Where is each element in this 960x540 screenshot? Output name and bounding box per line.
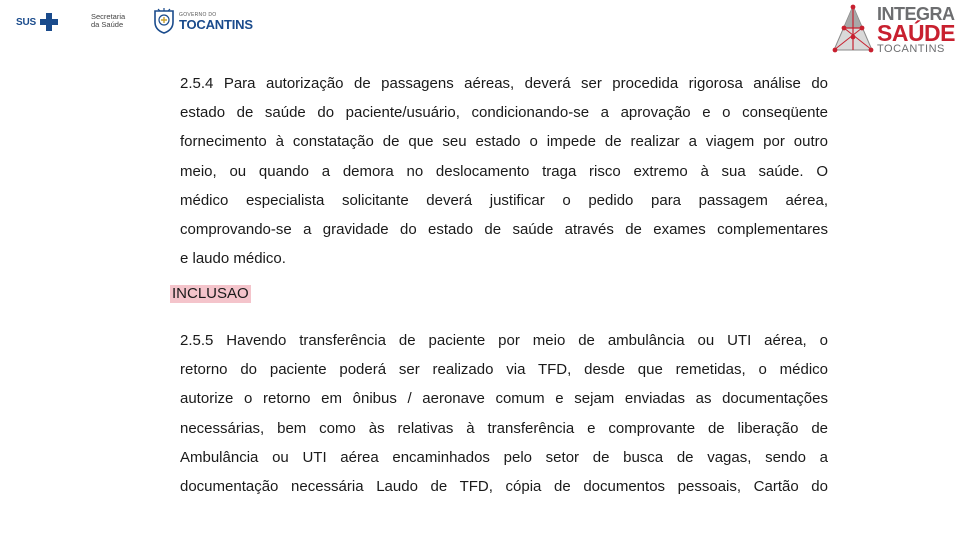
- sus-logo: [16, 12, 59, 32]
- integra-line3: TOCANTINS: [877, 43, 945, 55]
- integra-line2: SAÚDE: [877, 20, 956, 46]
- integra-line1: INTEGRA: [877, 4, 955, 24]
- paragraph-line: 2.5.5 Havendo transferência de paciente por meio de ambulância ou UTI aérea, o: [180, 332, 828, 349]
- paragraph-line: Ambulância ou UTI aérea encaminhados pelo setor de busca de vagas, sendo a: [180, 448, 828, 466]
- paragraph-line: autorize o retorno em ônibus / aeronave comum e sejam enviadas as documentações: [180, 390, 828, 408]
- paragraph-line: documentação necessária Laudo de TFD, cópia de documentos pessoais, Cartão do: [180, 477, 828, 495]
- header-logo-bar: [0, 0, 960, 60]
- tocantins-emblem-icon: [152, 8, 176, 34]
- tocantins-logo: [152, 6, 253, 36]
- paragraph-line: fornecimento à constatação de que seu estado o impede de realizar a viagem por outro: [180, 133, 828, 151]
- paragraph-line: 2.5.4 Para autorização de passagens aéreas, deverá ser procedida rigorosa análise do: [180, 75, 828, 92]
- paragraph-line: comprovando-se a gravidade do estado de saúde através de exames complementares: [180, 220, 828, 238]
- paragraph-line: médico especialista solicitante deverá justificar o pedido para passagem aérea,: [180, 191, 828, 209]
- paragraph-line: estado de saúde do paciente/usuário, condicionando-se a aprovação e o conseqüente: [180, 104, 828, 122]
- paragraph-2-5-4: [180, 69, 828, 273]
- paragraph-line: meio, ou quando a demora no deslocamento traga risco extremo à sua saúde. O: [180, 162, 828, 180]
- sus-label: SUS: [16, 16, 36, 28]
- secretaria-line1: Secretaria: [91, 12, 126, 21]
- tocantins-label: TOCANTINS: [179, 16, 253, 32]
- tocantins-small-label: GOVERNO DO: [179, 11, 217, 18]
- paragraph-2-5-5: [180, 326, 828, 501]
- paragraph-line: e laudo médico.: [180, 250, 286, 268]
- paragraph-line: necessárias, bem como às relativas à transferência e comprovante de liberação de: [180, 419, 828, 437]
- sus-cross-icon: [39, 12, 59, 32]
- integra-saude-logo: [832, 4, 955, 55]
- secretaria-line2: da Saúde: [91, 20, 124, 29]
- integra-saude-emblem-icon: [832, 4, 874, 54]
- secretaria-logo: [91, 13, 125, 29]
- inclusion-marker: INCLUSAO: [172, 285, 249, 302]
- paragraph-line: retorno do paciente poderá ser realizado via TFD, desde que remetidas, o médico: [180, 361, 828, 379]
